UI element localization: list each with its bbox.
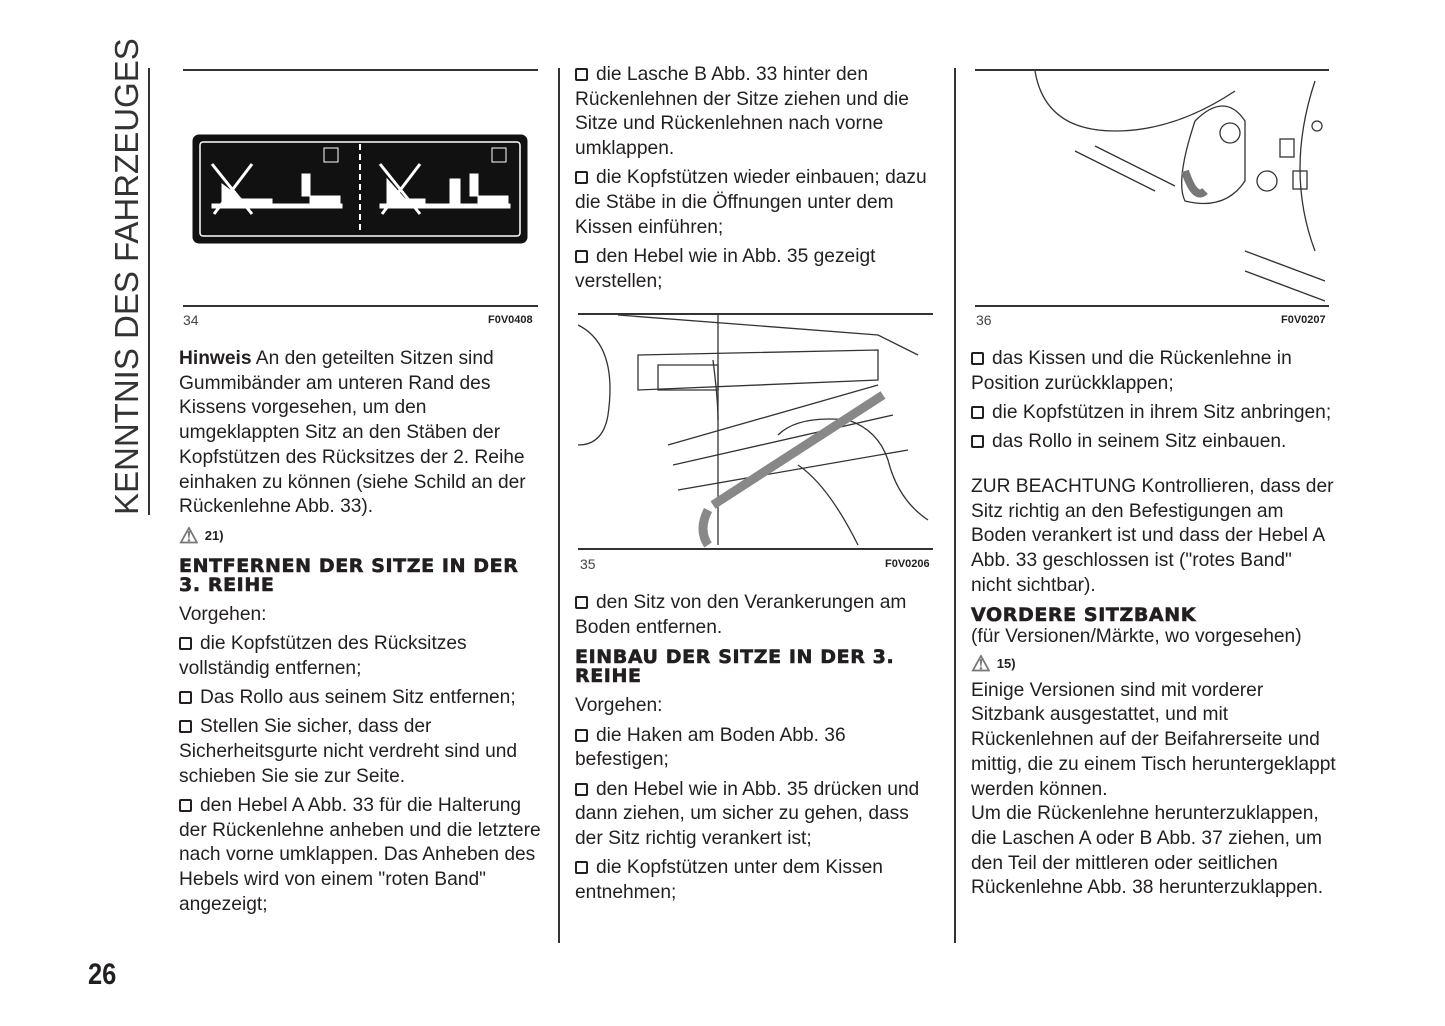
- figure-rule: [578, 548, 933, 550]
- list-item: das Rollo in seinem Sitz einbauen.: [971, 430, 1336, 455]
- list-item: Stellen Sie sicher, dass der Sicherheitsgurte nicht verdreht sind und schieben Sie sie zur Seite.: [179, 716, 518, 787]
- column-2-top: [575, 63, 940, 299]
- figure-rule: [183, 305, 538, 307]
- column-divider: [954, 68, 956, 943]
- section-heading: ENTFERNEN DER SITZE IN DER 3. REIHE: [179, 555, 519, 597]
- column-2-bottom: [575, 591, 940, 910]
- section-title: KENNTNIS DES FAHRZEUGES: [108, 38, 145, 515]
- warning-icon: ⚠: [971, 651, 991, 677]
- list-item: die Kopfstützen des Rücksitzes vollständig entfernen;: [179, 633, 467, 680]
- warning-icon: ⚠: [179, 523, 199, 549]
- column-1: [179, 347, 544, 922]
- list-item: Das Rollo aus seinem Sitz entfernen;: [179, 686, 544, 711]
- checkbox-bullet-icon: [575, 783, 588, 796]
- list-item: den Hebel wie in Abb. 35 gezeigt verstellen;: [575, 245, 876, 292]
- list-item: die Kopfstützen wieder einbauen; dazu die Stäbe in die Öffnungen unter dem Kissen einführen;: [575, 167, 927, 238]
- figure-number: 36: [976, 312, 992, 328]
- list-item: die Kopfstützen in ihrem Sitz anbringen;: [971, 401, 1336, 426]
- checkbox-bullet-icon: [971, 435, 984, 448]
- figure-code: F0V0408: [488, 314, 533, 326]
- list-item: die Kopfstützen unter dem Kissen entnehmen;: [575, 857, 883, 903]
- figure-number: 34: [183, 312, 199, 328]
- checkbox-bullet-icon: [971, 406, 984, 419]
- warning-ref-number: 15): [996, 656, 1016, 672]
- section-heading: VORDERE SITZBANK: [971, 604, 1197, 627]
- figure-code: F0V0206: [885, 558, 930, 570]
- checkbox-bullet-icon: [971, 352, 984, 365]
- checkbox-bullet-icon: [575, 68, 588, 81]
- checkbox-bullet-icon: [575, 596, 588, 609]
- seat-lever-illustration: [578, 315, 933, 548]
- figure-number: 35: [580, 556, 596, 572]
- subheading: (für Versionen/Märkte, wo vorgesehen): [971, 626, 1302, 648]
- intro: Vorgehen:: [575, 695, 663, 717]
- list-item: den Hebel A Abb. 33 für die Halterung der Rückenlehne anheben und die letztere nach vorne umklappen. Das Anheben des Hebels wird von einem "roten Band" angezeigt;: [179, 795, 541, 915]
- checkbox-bullet-icon: [575, 861, 588, 874]
- checkbox-bullet-icon: [575, 729, 588, 742]
- section-heading: EINBAU DER SITZE IN DER 3. REIHE: [575, 646, 895, 688]
- checkbox-bullet-icon: [179, 799, 192, 812]
- list-item: die Lasche B Abb. 33 hinter den Rückenlehnen der Sitze ziehen und die Sitze und Rückenlehnen nach vorne umklappen.: [575, 64, 909, 160]
- floor-hook-illustration: [975, 71, 1329, 304]
- note-label: Hinweis: [179, 348, 252, 369]
- note-text: An den geteilten Sitzen sind Gummibänder am unteren Rand des Kissens vorgesehen, um den umgeklappten Sitz an den Stäben der Kopfstützen des Rücksitzes der 2. Reihe einhaken zu können (siehe Schild an der Rückenlehne Abb. 33).: [179, 348, 526, 518]
- list-item: den Sitz von den Verankerungen am Boden entfernen.: [575, 592, 907, 638]
- warning-reference: [971, 652, 1336, 677]
- warning-ref-number: 21): [204, 528, 224, 544]
- seat-label-illustration: [192, 134, 528, 244]
- checkbox-bullet-icon: [179, 637, 192, 650]
- list-item: das Kissen und die Rückenlehne in Position zurückklappen;: [971, 348, 1292, 394]
- column-3: [971, 347, 1336, 906]
- paragraph: Einige Versionen sind mit vorderer Sitzbank ausgestattet, und mit Rückenlehnen auf der Beifahrerseite und mittig, die zu einem Tisch heruntergeklappt werden können.: [971, 679, 1336, 800]
- figure-rule: [183, 69, 538, 71]
- checkbox-bullet-icon: [575, 171, 588, 184]
- intro: Vorgehen:: [179, 604, 267, 626]
- warning-reference: [179, 524, 544, 549]
- figure-rule: [975, 305, 1329, 307]
- figure-code: F0V0207: [1281, 314, 1326, 326]
- checkbox-bullet-icon: [179, 691, 192, 704]
- column-divider: [558, 68, 560, 943]
- list-item: die Haken am Boden Abb. 36 befestigen;: [575, 724, 846, 771]
- caution-text: ZUR BEACHTUNG Kontrollieren, dass der Sitz richtig an den Befestigungen am Boden verankert ist und dass der Hebel A Abb. 33 geschlossen ist ("rotes Band" nicht sichtbar).: [971, 475, 1334, 596]
- list-item: den Hebel wie in Abb. 35 drücken und dann ziehen, um sicher zu gehen, dass der Sitz richtig verankert ist;: [575, 778, 920, 849]
- checkbox-bullet-icon: [179, 720, 192, 733]
- sidebar-divider: [148, 68, 150, 515]
- checkbox-bullet-icon: [575, 250, 588, 263]
- page-number: 26: [88, 958, 117, 991]
- paragraph: Um die Rückenlehne herunterzuklappen, die Laschen A oder B Abb. 37 ziehen, um den Teil der mittleren oder seitlichen Rückenlehne Abb. 38 herunterzuklappen.: [971, 803, 1324, 899]
